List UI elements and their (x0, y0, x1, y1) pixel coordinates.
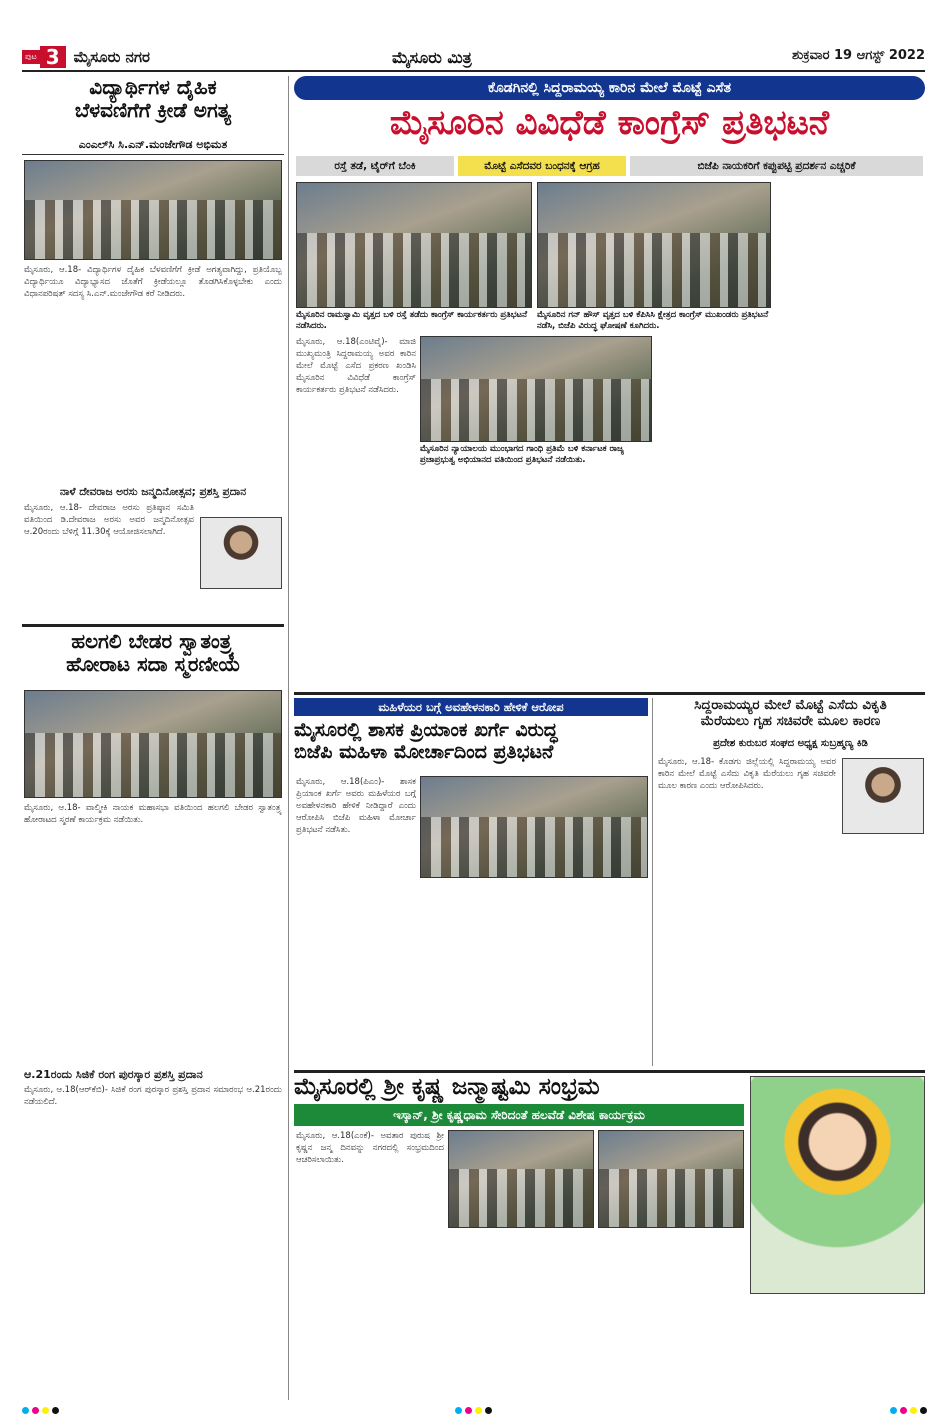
halagali-photo (24, 690, 282, 798)
left-headline-line2: ಬೆಳವಣಿಗೆಗೆ ಕ್ರೀಡೆ ಅಗತ್ಯ (74, 98, 232, 122)
egg-headline (656, 698, 925, 729)
halagali-dateline: ಮೈಸೂರು, ಆ.18- ವಾಲ್ಮೀಕಿ ನಾಯಕ ಮಹಾಸಭಾ ವತಿಯಿಂದ ಹಲಗಲಿ ಬೇಡರ ಸ್ವಾತಂತ್ರ್ಯ ಹೋರಾಟದ ಸ್ಮರಣೆ ಕಾರ್ಯಕ್ರಮ ನಡೆಯಿತು. (24, 803, 282, 826)
main-body-col4 (657, 336, 772, 688)
left-story-byline: ಎಂಎಲ್‌ಸಿ ಸಿ.ಎನ್.ಮಂಜೇಗೌಡ ಅಭಿಮತ (22, 138, 284, 155)
devaraj-dateline: ಮೈಸೂರು, ಆ.18- ದೇವರಾಜ ಅರಸು ಪ್ರತಿಷ್ಠಾನ ಸಮಿತಿ ವತಿಯಿಂದ ಡಿ.ದೇವರಾಜ ಅರಸು ಅವರ ಜನ್ಮದಿನೋತ್ಸವ ಆ.20ರಂದು ಬೆಳಿಗ್ಗೆ 11.30ಕ್ಕೆ ಆಯೋಜಿಸಲಾಗಿದೆ. (24, 503, 194, 538)
main-tab-2: ಮೊಟ್ಟೆ ಎಸೆದವರ ಬಂಧನಕ್ಕೆ ಆಗ್ರಹ (458, 156, 626, 176)
janmashtami-photo-1 (448, 1130, 594, 1228)
subramanya-portrait (842, 758, 924, 834)
devaraj-body (24, 502, 194, 620)
left-headline-line1: ವಿದ್ಯಾರ್ಥಿಗಳ ದೈಹಿಕ (89, 75, 217, 99)
egg-headline-line2: ಮೆರೆಯಲು ಗೃಹ ಸಚಿವರೇ ಮೂಲ ಕಾರಣ (700, 712, 881, 729)
paper-date: ಶುಕ್ರವಾರ 19 ಆಗಸ್ಟ್ 2022 (792, 48, 925, 63)
page-number: 3 (40, 46, 66, 68)
priyank-body-col2 (420, 882, 530, 1066)
page-badge (22, 46, 150, 68)
priyank-headline-line2: ಬಿಜೆಪಿ ಮಹಿಳಾ ಮೋರ್ಚಾದಿಂದ ಪ್ರತಿಭಟನೆ (294, 740, 554, 763)
left-story-headline (22, 76, 284, 122)
halagali-body (24, 802, 282, 1064)
main-body-col3 (535, 470, 652, 688)
paper-name: ಮೈಸೂರು ಮಿತ್ರ (392, 48, 472, 67)
main-photo-2 (537, 182, 771, 308)
halagali-headline-line1: ಹಲಗಲಿ ಬೇಡರ ಸ್ವಾತಂತ್ರ್ಯ (71, 629, 235, 653)
devaraj-portrait (200, 517, 282, 589)
janmashtami-body-col1 (296, 1130, 444, 1400)
priyank-headline (294, 720, 648, 764)
main-kicker: ಕೊಡಗಿನಲ್ಲಿ ಸಿದ್ದರಾಮಯ್ಯ ಕಾರಿನ ಮೇಲೆ ಮೊಟ್ಟೆ ಎಸೆತ (294, 76, 925, 100)
registration-dots-left (22, 1407, 59, 1414)
award-dateline: ಮೈಸೂರು, ಆ.18(ಆರ್‌ಕೆಬಿ)- ಸಿಜಿಕೆ ರಂಗ ಪುರಸ್ಕಾರ ಪ್ರಶಸ್ತಿ ಪ್ರದಾನ ಸಮಾರಂಭ ಆ.21ರಂದು ನಡೆಯಲಿದೆ. (24, 1085, 282, 1108)
janmashtami-subhead: ಇಸ್ಕಾನ್, ಶ್ರೀ ಕೃಷ್ಣಧಾಮ ಸೇರಿದಂತೆ ಹಲವೆಡೆ ವಿಶೇಷ ಕಾರ್ಯಕ್ರಮ (294, 1104, 744, 1126)
priyank-dateline: ಮೈಸೂರು, ಆ.18(ಪಿಎಂ)- ಶಾಸಕ ಪ್ರಿಯಾಂಕ ಖರ್ಗೆ ಅವರು ಮಹಿಳೆಯರ ಬಗ್ಗೆ ಅವಹೇಳನಕಾರಿ ಹೇಳಿಕೆ ನೀಡಿದ್ದಾರೆ ಎಂದು ಆರೋಪಿಸಿ ಬಿಜೆಪಿ ಮಹಿಳಾ ಮೋರ್ಚಾ ಪ್ರತಿಭಟನೆ ನಡೆಸಿತು. (296, 777, 416, 836)
priyank-photo (420, 776, 648, 878)
main-caption-1: ಮೈಸೂರಿನ ರಾಮಸ್ವಾಮಿ ವೃತ್ತದ ಬಳಿ ರಸ್ತೆ ತಡೆದು ಕಾಂಗ್ರೆಸ್ ಕಾರ್ಯಕರ್ತರು ಪ್ರತಿಭಟನೆ ನಡೆಸಿದರು. (296, 310, 528, 332)
egg-dateline: ಮೈಸೂರು, ಆ.18- ಕೊಡಗು ಜಿಲ್ಲೆಯಲ್ಲಿ ಸಿದ್ದರಾಮಯ್ಯ ಅವರ ಕಾರಿನ ಮೇಲೆ ಮೊಟ್ಟೆ ಎಸೆದು ವಿಕೃತಿ ಮೆರೆಯಲು ಗೃಹ ಸಚಿವರೇ ಮೂಲ ಕಾರಣ ಎಂದು ಆರೋಪಿಸಿದರು. (658, 757, 836, 792)
main-headline: ಮೈಸೂರಿನ ವಿವಿಧೆಡೆ ಕಾಂಗ್ರೆಸ್ ಪ್ರತಿಭಟನೆ (389, 103, 830, 143)
main-tab-3: ಬಿಜೆಪಿ ನಾಯಕರಿಗೆ ಕಪ್ಪುಪಟ್ಟಿ ಪ್ರದರ್ಶನ ಎಚ್ಚರಿಕೆ (630, 156, 923, 176)
masthead (22, 44, 925, 72)
main-body-col2 (420, 470, 530, 688)
halagali-headline-line2: ಹೋರಾಟ ಸದಾ ಸ್ಮರಣೀಯ (66, 652, 240, 676)
main-photo-3 (420, 336, 652, 442)
priyank-body-col3 (535, 882, 648, 1066)
janmashtami-dateline: ಮೈಸೂರು, ಆ.18(ಎಂಕೆ)- ಅವತಾರ ಪುರುಷ ಶ್ರೀ ಕೃಷ್ಣನ ಜನ್ಮ ದಿನವನ್ನು ನಗರದಲ್ಲಿ ಸಂಭ್ರಮದಿಂದ ಆಚರಿಸಲಾಯಿತು. (296, 1131, 444, 1166)
main-photo-1 (296, 182, 532, 308)
egg-body (658, 756, 836, 1066)
priyank-headline-line1: ಮೈಸೂರಲ್ಲಿ ಶಾಸಕ ಪ್ರಿಯಾಂಕ ಖರ್ಗೆ ವಿರುದ್ಧ (294, 719, 558, 741)
main-body-right (777, 182, 925, 688)
priyank-body-col1 (296, 776, 416, 1066)
main-dateline: ಮೈಸೂರು, ಆ.18(ಎಂಟಿವೈ)- ಮಾಜಿ ಮುಖ್ಯಮಂತ್ರಿ ಸಿದ್ದರಾಮಯ್ಯ ಅವರ ಕಾರಿನ ಮೇಲೆ ಮೊಟ್ಟೆ ಎಸೆದ ಪ್ರಕರಣ ಖಂಡಿಸಿ ಮೈಸೂರಿನ ವಿವಿಧೆಡೆ ಕಾಂಗ್ರೆಸ್ ಕಾರ್ಯಕರ್ತರು ಪ್ರತಿಭಟನೆ ನಡೆಸಿದರು. (296, 337, 416, 396)
left-story-dateline: ಮೈಸೂರು, ಆ.18- ವಿದ್ಯಾರ್ಥಿಗಳ ದೈಹಿಕ ಬೆಳವಣಿಗೆಗೆ ಕ್ರೀಡೆ ಅಗತ್ಯವಾಗಿದ್ದು, ಪ್ರತಿಯೊಬ್ಬ ವಿದ್ಯಾರ್ಥಿಯೂ ವಿದ್ಯಾಭ್ಯಾಸದ ಜೊತೆಗೆ ಕ್ರೀಡೆಯಲ್ಲೂ ತೊಡಗಿಸಿಕೊಳ್ಳಬೇಕು ಎಂದು ವಿಧಾನಪರಿಷತ್ ಸದಸ್ಯ ಸಿ.ಎನ್.ಮಂಜೇಗೌಡ ಕರೆ ನೀಡಿದರು. (24, 265, 282, 300)
section-title: ಮೈಸೂರು ನಗರ (73, 48, 150, 66)
award-body (24, 1084, 282, 1400)
priyank-kicker: ಮಹಿಳೆಯರ ಬಗ್ಗೆ ಅವಹೇಳನಕಾರಿ ಹೇಳಿಕೆ ಆರೋಪ (294, 698, 648, 716)
janmashtami-body-col2 (448, 1232, 594, 1400)
main-caption-3: ಮೈಸೂರಿನ ನ್ಯಾಯಾಲಯ ಮುಂಭಾಗದ ಗಾಂಧಿ ಪ್ರತಿಮೆ ಬಳಿ ಕರ್ನಾಟಕ ರಾಜ್ಯ ಪ್ರಜಾಪ್ರಭುತ್ವ ಅಭಿಯಾನದ ವತಿಯಿಂದ ಪ್ರತಿಭಟನೆ ನಡೆಯಿತು. (420, 444, 624, 466)
left-story-body (24, 264, 282, 482)
janmashtami-body-col4 (750, 1298, 925, 1400)
award-headline: ಆ.21ರಂದು ಸಿಜಿಕೆ ರಂಗ ಪುರಸ್ಕಾರ ಪ್ರಶಸ್ತಿ ಪ್ರದಾನ (24, 1068, 203, 1081)
main-caption-2: ಮೈಸೂರಿನ ಗನ್ ಹೌಸ್ ವೃತ್ತದ ಬಳಿ ಕೆಪಿಸಿಸಿ ಕ್ಷೇತ್ರದ ಕಾಂಗ್ರೆಸ್ ಮುಖಂಡರು ಪ್ರತಿಭಟನೆ ನಡೆಸಿ, ಬಿಜೆಪಿ ವಿರುದ್ಧ ಘೋಷಣೆ ಕೂಗಿದರು. (537, 310, 769, 332)
egg-byline: ಪ್ರದೇಶ ಕುರುಬರ ಸಂಘದ ಅಧ್ಯಕ್ಷ ಸುಬ್ರಹ್ಮಣ್ಯ ಕಿಡಿ (713, 738, 868, 749)
krishna-illustration (750, 1076, 925, 1294)
halagali-headline (22, 630, 284, 676)
main-body-col1 (296, 336, 416, 688)
main-tab-1: ರಸ್ತೆ ತಡೆ, ಟೈರ್‌ಗೆ ಬೆಂಕಿ (296, 156, 454, 176)
registration-dots-right (890, 1407, 927, 1414)
janmashtami-photo-2 (598, 1130, 744, 1228)
registration-dots-center (455, 1407, 492, 1414)
devaraj-headline: ನಾಳೆ ದೇವರಾಜ ಅರಸು ಜನ್ಮದಿನೋತ್ಸವ; ಪ್ರಶಸ್ತಿ ಪ್ರದಾನ (59, 486, 247, 498)
janmashtami-headline: ಮೈಸೂರಲ್ಲಿ ಶ್ರೀ ಕೃಷ್ಣ ಜನ್ಮಾಷ್ಟಮಿ ಸಂಭ್ರಮ (294, 1073, 600, 1100)
janmashtami-body-col3 (598, 1232, 744, 1400)
egg-headline-line1: ಸಿದ್ದರಾಮಯ್ಯರ ಮೇಲೆ ಮೊಟ್ಟೆ ಎಸೆದು ವಿಕೃತಿ (694, 697, 887, 713)
page-label: ಪುಟ (22, 50, 40, 64)
egg-body-col2 (842, 838, 924, 1066)
sports-photo (24, 160, 282, 260)
